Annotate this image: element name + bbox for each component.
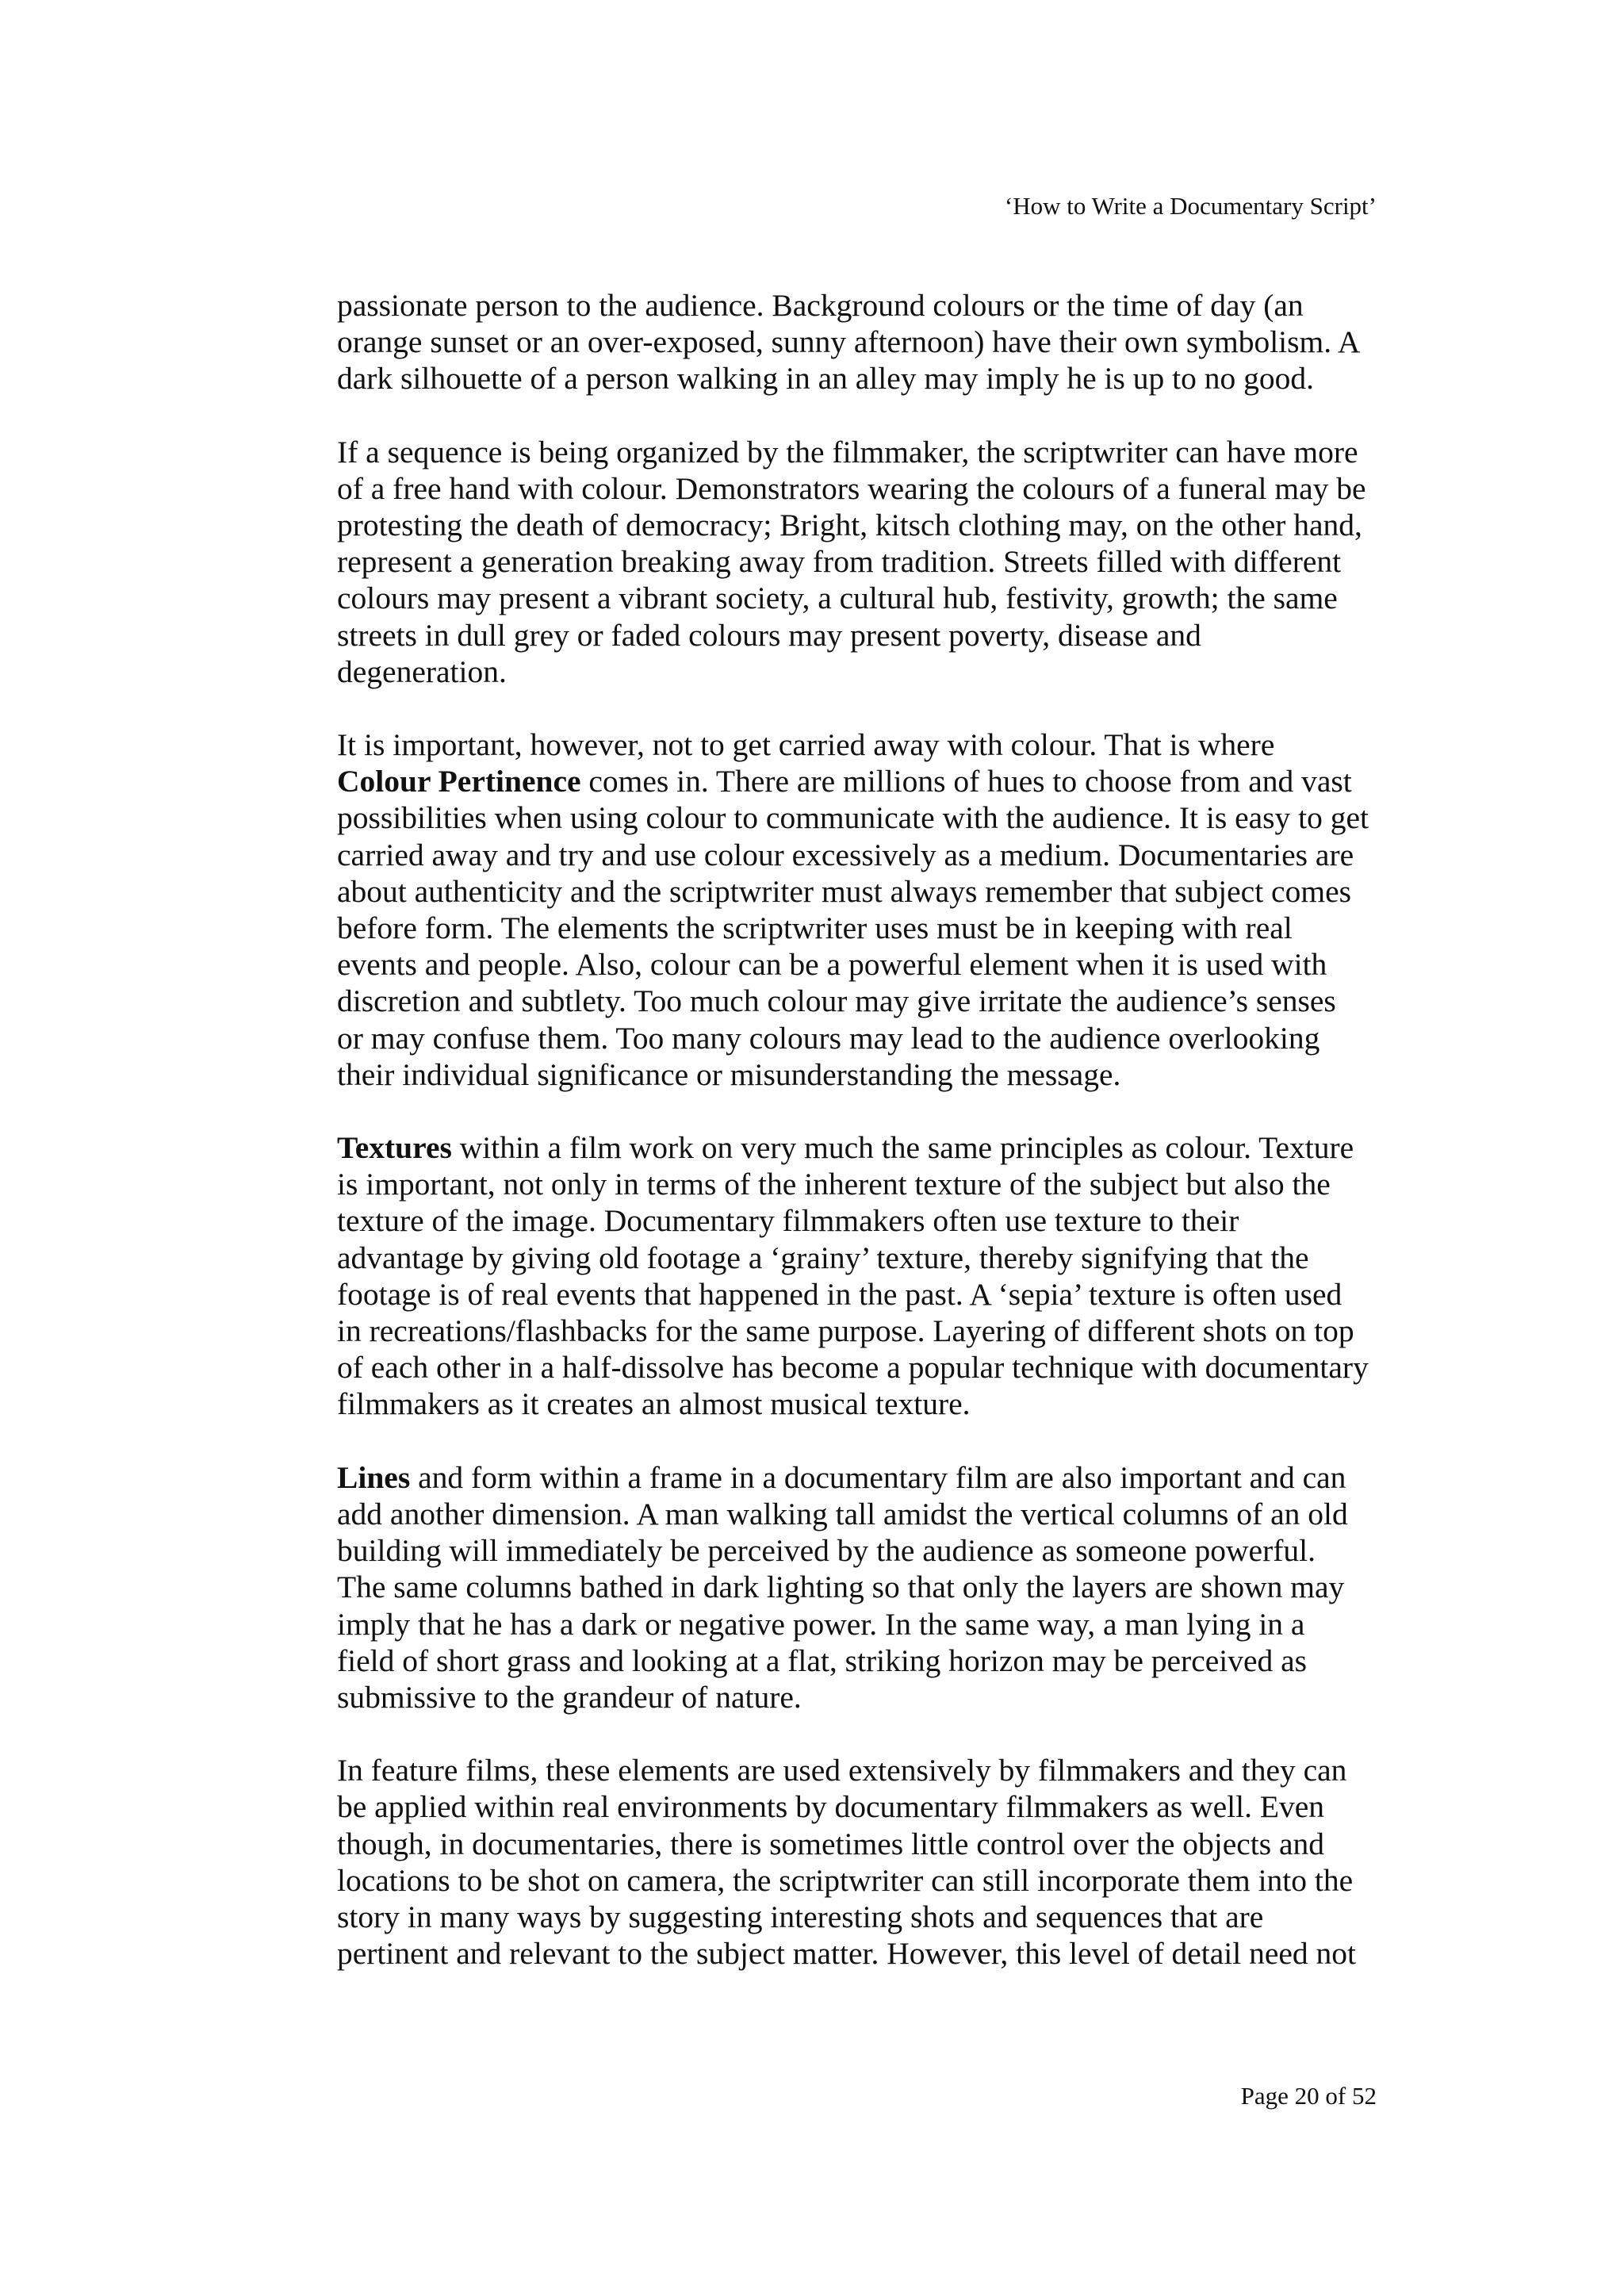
paragraph-feature-films: [337, 1752, 1382, 1972]
page-number: Page 20 of 52: [1240, 2082, 1377, 2110]
bold-term-textures: Textures: [337, 1130, 452, 1166]
paragraph-textures: [337, 1129, 1382, 1423]
text-line: colours may present a vibrant society, a cultural hub, festivity, growth; the same: [337, 581, 1338, 616]
text-line: texture of the image. Documentary filmmakers often use texture to their: [337, 1203, 1239, 1239]
text-line: building will immediately be perceived by the audience as someone powerful.: [337, 1533, 1316, 1569]
text-line: possibilities when using colour to communicate with the audience. It is easy to get: [337, 800, 1369, 836]
text-line: represent a generation breaking away from tradition. Streets filled with different: [337, 544, 1342, 580]
text-run: and form within a frame in a documentary film are also important and can: [410, 1459, 1346, 1495]
text-line: locations to be shot on camera, the scriptwriter can still incorporate them into the: [337, 1862, 1354, 1898]
text-line: [337, 1459, 1382, 1496]
page-body: [337, 287, 1382, 1972]
text-line: their individual significance or misunderstanding the message.: [337, 1056, 1121, 1092]
text-line: though, in documentaries, there is sometimes little control over the objects and: [337, 1826, 1325, 1861]
text-line: is important, not only in terms of the inherent texture of the subject but also the: [337, 1167, 1331, 1202]
running-header: ‘How to Write a Documentary Script’: [1004, 192, 1377, 220]
text-line: of each other in a half-dissolve has become a popular technique with documentary: [337, 1350, 1369, 1386]
text-line: advantage by giving old footage a ‘grainy’ texture, thereby signifying that the: [337, 1240, 1309, 1275]
text-line: field of short grass and looking at a flat, striking horizon may be perceived as: [337, 1642, 1308, 1678]
bold-term-lines: Lines: [337, 1459, 411, 1495]
text-line: If a sequence is being organized by the filmmaker, the scriptwriter can have more: [337, 434, 1358, 470]
text-line: be applied within real environments by documentary filmmakers as well. Even: [337, 1789, 1324, 1825]
text-line: pertinent and relevant to the subject matter. However, this level of detail need not: [337, 1936, 1357, 1972]
text-line: passionate person to the audience. Background colours or the time of day (an: [337, 288, 1304, 323]
text-line: degeneration.: [337, 654, 507, 689]
bold-term-colour-pertinence: Colour Pertinence: [337, 764, 581, 799]
text-line: imply that he has a dark or negative power. In the same way, a man lying in a: [337, 1606, 1305, 1642]
text-line: story in many ways by suggesting interesting shots and sequences that are: [337, 1899, 1264, 1934]
text-line: before form. The elements the scriptwriter uses must be in keeping with real: [337, 910, 1293, 946]
paragraph-background-colours: [337, 287, 1382, 397]
text-run: comes in. There are millions of hues to choose from and vast: [580, 764, 1352, 799]
text-line: in recreations/flashbacks for the same purpose. Layering of different shots on top: [337, 1313, 1354, 1349]
paragraph-free-hand-colour: [337, 434, 1382, 690]
text-line: The same columns bathed in dark lighting so that only the layers are shown may: [337, 1570, 1345, 1605]
text-line: about authenticity and the scriptwriter must always remember that subject comes: [337, 873, 1351, 909]
text-line: protesting the death of democracy; Bright, kitsch clothing may, on the other hand,: [337, 508, 1362, 543]
text-line: add another dimension. A man walking tall amidst the vertical columns of an old: [337, 1496, 1348, 1531]
text-line: [337, 1129, 1382, 1166]
paragraph-lines: [337, 1459, 1382, 1715]
text-line: events and people. Also, colour can be a powerful element when it is used with: [337, 947, 1327, 983]
text-line: In feature films, these elements are used extensively by filmmakers and they can: [337, 1753, 1347, 1788]
text-line: footage is of real events that happened in the past. A ‘sepia’ texture is often used: [337, 1276, 1342, 1312]
text-run: within a film work on very much the same principles as colour. Texture: [451, 1130, 1354, 1166]
paragraph-colour-pertinence: [337, 726, 1382, 1093]
text-line: It is important, however, not to get carried away with colour. That is where: [337, 727, 1275, 763]
text-line: orange sunset or an over-exposed, sunny afternoon) have their own symbolism. A: [337, 324, 1361, 360]
text-line: streets in dull grey or faded colours may present poverty, disease and: [337, 617, 1201, 653]
text-line: of a free hand with colour. Demonstrators wearing the colours of a funeral may be: [337, 470, 1366, 506]
text-line: carried away and try and use colour excessively as a medium. Documentaries are: [337, 837, 1354, 872]
text-line: dark silhouette of a person walking in an alley may imply he is up to no good.: [337, 361, 1314, 397]
text-line: submissive to the grandeur of nature.: [337, 1679, 802, 1715]
text-line: filmmakers as it creates an almost musical texture.: [337, 1386, 971, 1422]
text-line: discretion and subtlety. Too much colour may give irritate the audience’s senses: [337, 983, 1336, 1019]
text-line: or may confuse them. Too many colours may lead to the audience overlooking: [337, 1020, 1320, 1056]
text-line: [337, 763, 1382, 799]
